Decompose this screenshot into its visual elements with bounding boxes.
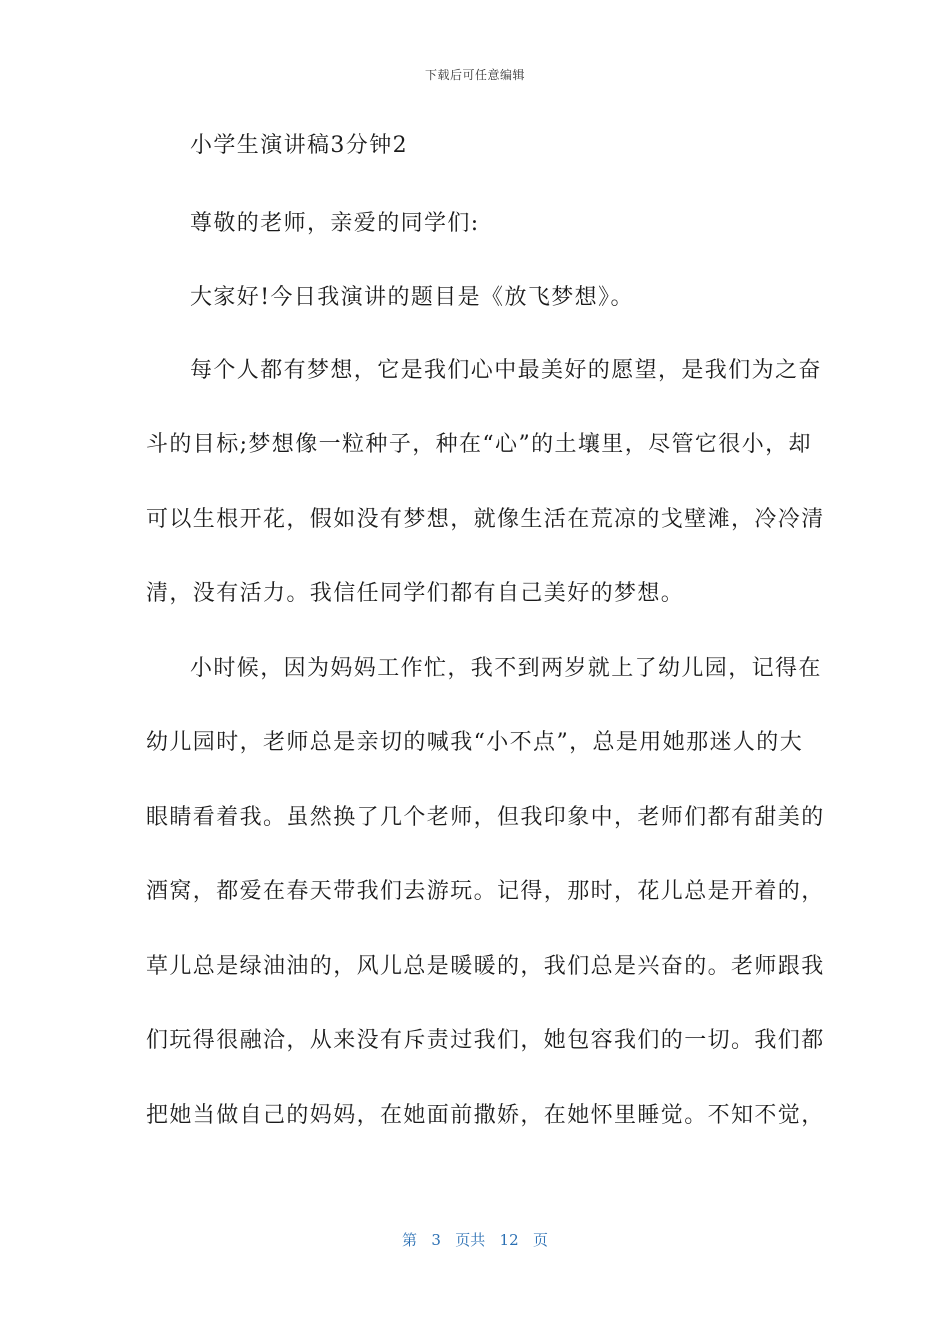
paragraph-line: 可以生根开花，假如没有梦想，就像生活在荒凉的戈壁滩，冷冷清 [146,507,825,532]
paragraph-line: 们玩得很融洽，从来没有斥责过我们，她包容我们的一切。我们都 [146,1028,825,1053]
page-footer [0,1229,950,1250]
paragraph-line: 大家好!今日我演讲的题目是《放飞梦想》。 [190,285,634,310]
paragraph-line: 眼睛看着我。虽然换了几个老师，但我印象中，老师们都有甜美的 [146,805,825,830]
paragraph-line: 幼儿园时，老师总是亲切的喊我“小不点”，总是用她那迷人的大 [146,730,804,755]
paragraph-line: 每个人都有梦想，它是我们心中最美好的愿望，是我们为之奋 [190,358,822,383]
paragraph-line: 草儿总是绿油油的，风儿总是暖暖的，我们总是兴奋的。老师跟我 [146,954,825,979]
document-title: 小学生演讲稿3分钟2 [190,133,408,158]
footer-current-page: 3 [431,1231,441,1249]
footer-middle: 页共 [455,1231,486,1249]
paragraph-line: 斗的目标;梦想像一粒种子，种在“心”的土壤里，尽管它很小，却 [146,432,812,457]
footer-prefix: 第 [402,1231,418,1249]
paragraph-line: 清，没有活力。我信任同学们都有自己美好的梦想。 [146,581,685,606]
footer-total-pages: 12 [499,1231,519,1249]
paragraph-line: 酒窝，都爱在春天带我们去游玩。记得，那时，花儿总是开着的， [146,879,825,904]
paragraph-line: 把她当做自己的妈妈，在她面前撒娇，在她怀里睡觉。不知不觉， [146,1103,825,1128]
paragraph-line: 小时候，因为妈妈工作忙，我不到两岁就上了幼儿园，记得在 [190,656,822,681]
salutation: 尊敬的老师，亲爱的同学们: [190,211,480,236]
footer-suffix: 页 [532,1231,548,1249]
page-header-note: 下载后可任意编辑 [424,68,525,82]
